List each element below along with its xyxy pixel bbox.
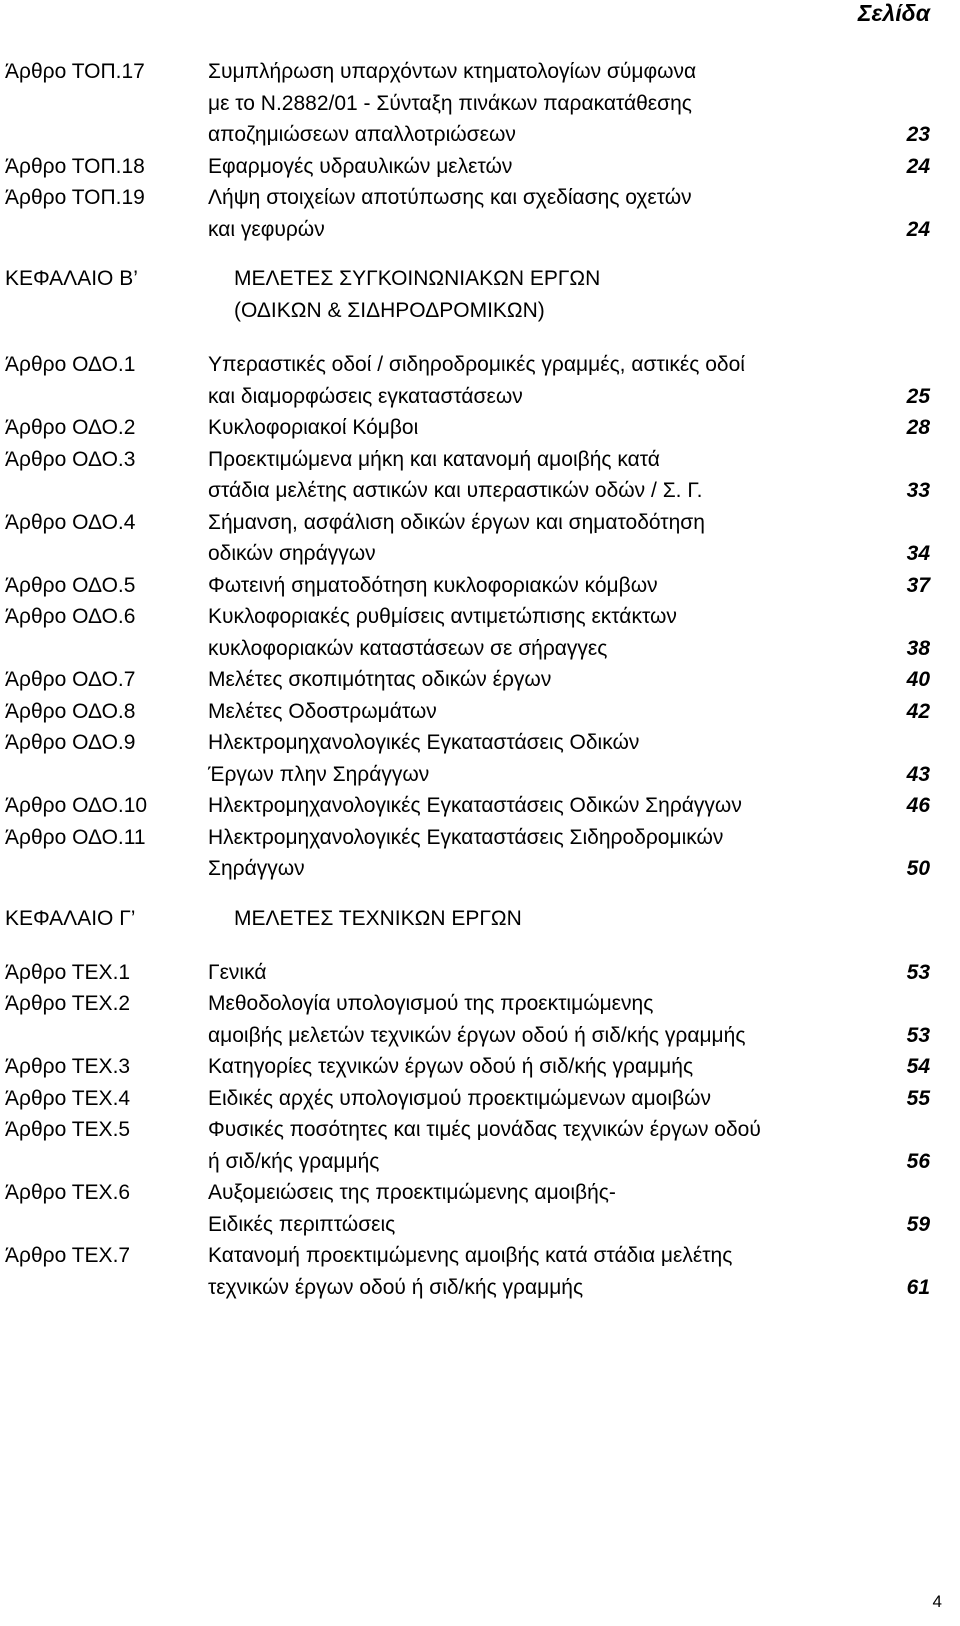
chapter-title-line: ΜΕΛΕΤΕΣ ΤΕΧΝΙΚΩΝ ΕΡΓΩΝ: [234, 906, 522, 930]
toc-entry-line: [0, 475, 960, 507]
toc-entry[interactable]: [0, 664, 960, 696]
toc-entry[interactable]: [0, 696, 960, 728]
page-number: 24: [906, 154, 930, 178]
page-number: 28: [906, 416, 930, 439]
toc-entry-line: [0, 957, 960, 989]
article-title: Φυσικές ποσότητες και τιμές μονάδας τεχνικών έργων οδού: [208, 1118, 761, 1141]
toc-entry-line: [0, 538, 960, 570]
article-title: Κυκλοφοριακές ρυθμίσεις αντιμετώπισης εκτάκτων: [208, 605, 677, 628]
article-number: Άρθρο ΤΕΧ.5: [5, 1118, 131, 1141]
article-title: αμοιβής μελετών τεχνικών έργων οδού ή σιδ/κής γραμμής: [208, 1023, 746, 1047]
page-number: 33: [906, 479, 930, 502]
article-title: κυκλοφοριακών καταστάσεων σε σήραγγες: [208, 636, 608, 660]
page-number: 23: [906, 123, 930, 146]
toc-entry-line: [0, 759, 960, 791]
article-number: Άρθρο ΟΔΟ.6: [5, 605, 136, 628]
page-column-header: Σελίδα: [857, 0, 930, 26]
article-title: Μελέτες Οδοστρωμάτων: [208, 699, 437, 723]
article-title: με το Ν.2882/01 - Σύνταξη πινάκων παρακατάθεσης: [208, 91, 692, 115]
article-title: Ειδικές περιπτώσεις: [208, 1212, 396, 1236]
article-number: Άρθρο ΟΔΟ.7: [5, 668, 136, 691]
toc-entry[interactable]: [0, 151, 960, 183]
article-title: Λήψη στοιχείων αποτύπωσης και σχεδίασης οχετών: [208, 186, 692, 209]
article-number: Άρθρο ΟΔΟ.2: [5, 416, 136, 439]
article-number: Άρθρο ΟΔΟ.3: [5, 447, 136, 471]
toc-entry[interactable]: [0, 1240, 960, 1303]
toc-entry[interactable]: [0, 412, 960, 444]
toc-entry[interactable]: [0, 790, 960, 822]
page-number: 61: [906, 1275, 930, 1299]
article-title: Μεθοδολογία υπολογισμού της προεκτιμώμενης: [208, 992, 654, 1015]
article-title: Γενικά: [208, 960, 267, 984]
article-title: Κατανομή προεκτιμώμενης αμοιβής κατά στάδια μελέτης: [208, 1244, 733, 1267]
page-number: 56: [906, 1149, 930, 1173]
toc-entry[interactable]: [0, 444, 960, 507]
toc-entry-line: [0, 633, 960, 665]
toc-entry-line: [0, 1114, 960, 1146]
page-number: 46: [906, 794, 930, 817]
page-number: 43: [906, 762, 930, 786]
article-number: Άρθρο ΟΔΟ.4: [5, 510, 136, 534]
toc-entry[interactable]: [0, 601, 960, 664]
chapter-title-line: (ΟΔΙΚΩΝ & ΣΙΔΗΡΟΔΡΟΜΙΚΩΝ): [234, 298, 545, 322]
article-title: Ηλεκτρομηχανολογικές Εγκαταστάσεις Οδικών: [208, 731, 640, 754]
article-title: τεχνικών έργων οδού ή σιδ/κής γραμμής: [208, 1275, 584, 1299]
page-number: 40: [906, 668, 930, 691]
article-number: Άρθρο ΤΕΧ.7: [5, 1244, 131, 1267]
page-number: 34: [906, 542, 930, 565]
article-number: Άρθρο ΤΕΧ.3: [5, 1055, 131, 1078]
chapter-label: ΚΕΦΑΛΑΙΟ Γ’: [5, 906, 136, 930]
toc-entry-line: [0, 182, 960, 214]
article-title: Έργων πλην Σηράγγων: [208, 762, 430, 786]
article-title: Ηλεκτρομηχανολογικές Εγκαταστάσεις Σιδηροδρομικών: [208, 825, 724, 849]
page-number: 38: [906, 636, 930, 660]
article-number: Άρθρο ΟΔΟ.11: [5, 825, 146, 849]
page-number: 53: [906, 960, 930, 984]
article-number: Άρθρο ΤΕΧ.2: [5, 992, 131, 1015]
toc-entry-line: [0, 381, 960, 413]
article-title: Κατηγορίες τεχνικών έργων οδού ή σιδ/κής γραμμής: [208, 1055, 694, 1078]
page-number: 25: [906, 384, 930, 408]
page-number: 37: [906, 573, 930, 597]
toc-entry-line: [0, 727, 960, 759]
page-number: 53: [906, 1023, 930, 1047]
article-number: Άρθρο ΤΟΠ.17: [5, 60, 145, 83]
article-number: Άρθρο ΤΕΧ.4: [5, 1086, 131, 1110]
article-title: οδικών σηράγγων: [208, 542, 376, 565]
toc-entry-line: [0, 56, 960, 88]
toc-entry[interactable]: [0, 507, 960, 570]
toc-entry[interactable]: [0, 988, 960, 1051]
article-number: Άρθρο ΤΕΧ.1: [5, 960, 131, 984]
toc-entry-line: [0, 151, 960, 183]
article-number: Άρθρο ΟΔΟ.8: [5, 699, 136, 723]
toc-entry-line: [0, 1020, 960, 1052]
article-number: Άρθρο ΤΟΠ.18: [5, 154, 145, 178]
toc-entry-line: [0, 822, 960, 854]
toc-entry[interactable]: [0, 56, 960, 151]
toc-entry-line: [0, 349, 960, 381]
article-title: Εφαρμογές υδραυλικών μελετών: [208, 154, 513, 178]
toc-entry-line: [0, 570, 960, 602]
toc-entry[interactable]: [0, 822, 960, 885]
toc-entry-line: [0, 1209, 960, 1241]
toc-entry-line: [0, 696, 960, 728]
article-title: Αυξομειώσεις της προεκτιμώμενης αμοιβής-: [208, 1181, 616, 1204]
toc-entry[interactable]: [0, 1083, 960, 1115]
article-title: Μελέτες σκοπιμότητας οδικών έργων: [208, 668, 552, 691]
article-title: ή σιδ/κής γραμμής: [208, 1149, 380, 1173]
chapter-label: ΚΕΦΑΛΑΙΟ Β’: [5, 267, 138, 290]
chapter-title: [234, 903, 522, 935]
article-title: και διαμορφώσεις εγκαταστάσεων: [208, 384, 523, 408]
article-title: Σηράγγων: [208, 857, 305, 880]
chapter-heading: [0, 263, 960, 327]
article-title: Προεκτιμώμενα μήκη και κατανομή αμοιβής κατά: [208, 447, 660, 471]
article-number: Άρθρο ΟΔΟ.5: [5, 573, 136, 597]
toc-entry-line: [0, 507, 960, 539]
toc-entry-line: [0, 1083, 960, 1115]
toc-entry-line: [0, 1240, 960, 1272]
toc-entry[interactable]: [0, 1114, 960, 1177]
toc-entry[interactable]: [0, 957, 960, 989]
toc-entry-line: [0, 444, 960, 476]
page-number: 42: [906, 699, 930, 723]
article-title: και γεφυρών: [208, 217, 325, 241]
toc-entry-line: [0, 853, 960, 885]
toc-entry[interactable]: [0, 570, 960, 602]
toc-entry-line: [0, 988, 960, 1020]
toc-entry-line: [0, 664, 960, 696]
article-title: Ειδικές αρχές υπολογισμού προεκτιμώμενων αμοιβών: [208, 1086, 711, 1110]
toc-entry[interactable]: [0, 1051, 960, 1083]
page-number: 50: [906, 857, 930, 880]
toc-entry-line: [0, 412, 960, 444]
toc-entry[interactable]: [0, 1177, 960, 1240]
toc-entries: [0, 56, 960, 1303]
toc-entry-line: [0, 214, 960, 246]
article-number: Άρθρο ΟΔΟ.1: [5, 353, 136, 376]
article-number: Άρθρο ΟΔΟ.10: [5, 794, 148, 817]
article-number: Άρθρο ΤΟΠ.19: [5, 186, 145, 209]
chapter-heading: [0, 903, 960, 935]
chapter-title: [234, 263, 600, 326]
toc-entry-line: [0, 1051, 960, 1083]
toc-entry-line: [0, 1177, 960, 1209]
toc-entry[interactable]: [0, 727, 960, 790]
toc-entry-line: [0, 1272, 960, 1304]
page-number: 59: [906, 1212, 930, 1236]
article-title: Κυκλοφοριακοί Κόμβοι: [208, 416, 419, 439]
page-number: 55: [906, 1086, 930, 1110]
toc-entry-line: [0, 1146, 960, 1178]
toc-entry-line: [0, 88, 960, 120]
chapter-title-line: ΜΕΛΕΤΕΣ ΣΥΓΚΟΙΝΩΝΙΑΚΩΝ ΕΡΓΩΝ: [234, 267, 601, 290]
page-footer-number: 4: [932, 1592, 942, 1611]
article-title: Ηλεκτρομηχανολογικές Εγκαταστάσεις Οδικών Σηράγγων: [208, 794, 742, 817]
toc-entry[interactable]: [0, 182, 960, 245]
toc-entry[interactable]: [0, 349, 960, 412]
article-title: Σήμανση, ασφάλιση οδικών έργων και σηματοδότηση: [208, 510, 705, 534]
article-title: στάδια μελέτης αστικών και υπεραστικών οδών / Σ. Γ.: [208, 479, 703, 502]
article-title: Υπεραστικές οδοί / σιδηροδρομικές γραμμές, αστικές οδοί: [208, 353, 745, 376]
article-title: αποζημιώσεων απαλλοτριώσεων: [208, 123, 516, 146]
page-number: 24: [906, 217, 930, 241]
toc-entry-line: [0, 790, 960, 822]
article-number: Άρθρο ΤΕΧ.6: [5, 1181, 131, 1204]
toc-entry-line: [0, 601, 960, 633]
article-title: Φωτεινή σηματοδότηση κυκλοφοριακών κόμβων: [208, 573, 658, 597]
article-title: Συμπλήρωση υπαρχόντων κτηματολογίων σύμφωνα: [208, 60, 697, 83]
page-number: 54: [906, 1055, 930, 1078]
article-number: Άρθρο ΟΔΟ.9: [5, 731, 136, 754]
toc-entry-line: [0, 119, 960, 151]
